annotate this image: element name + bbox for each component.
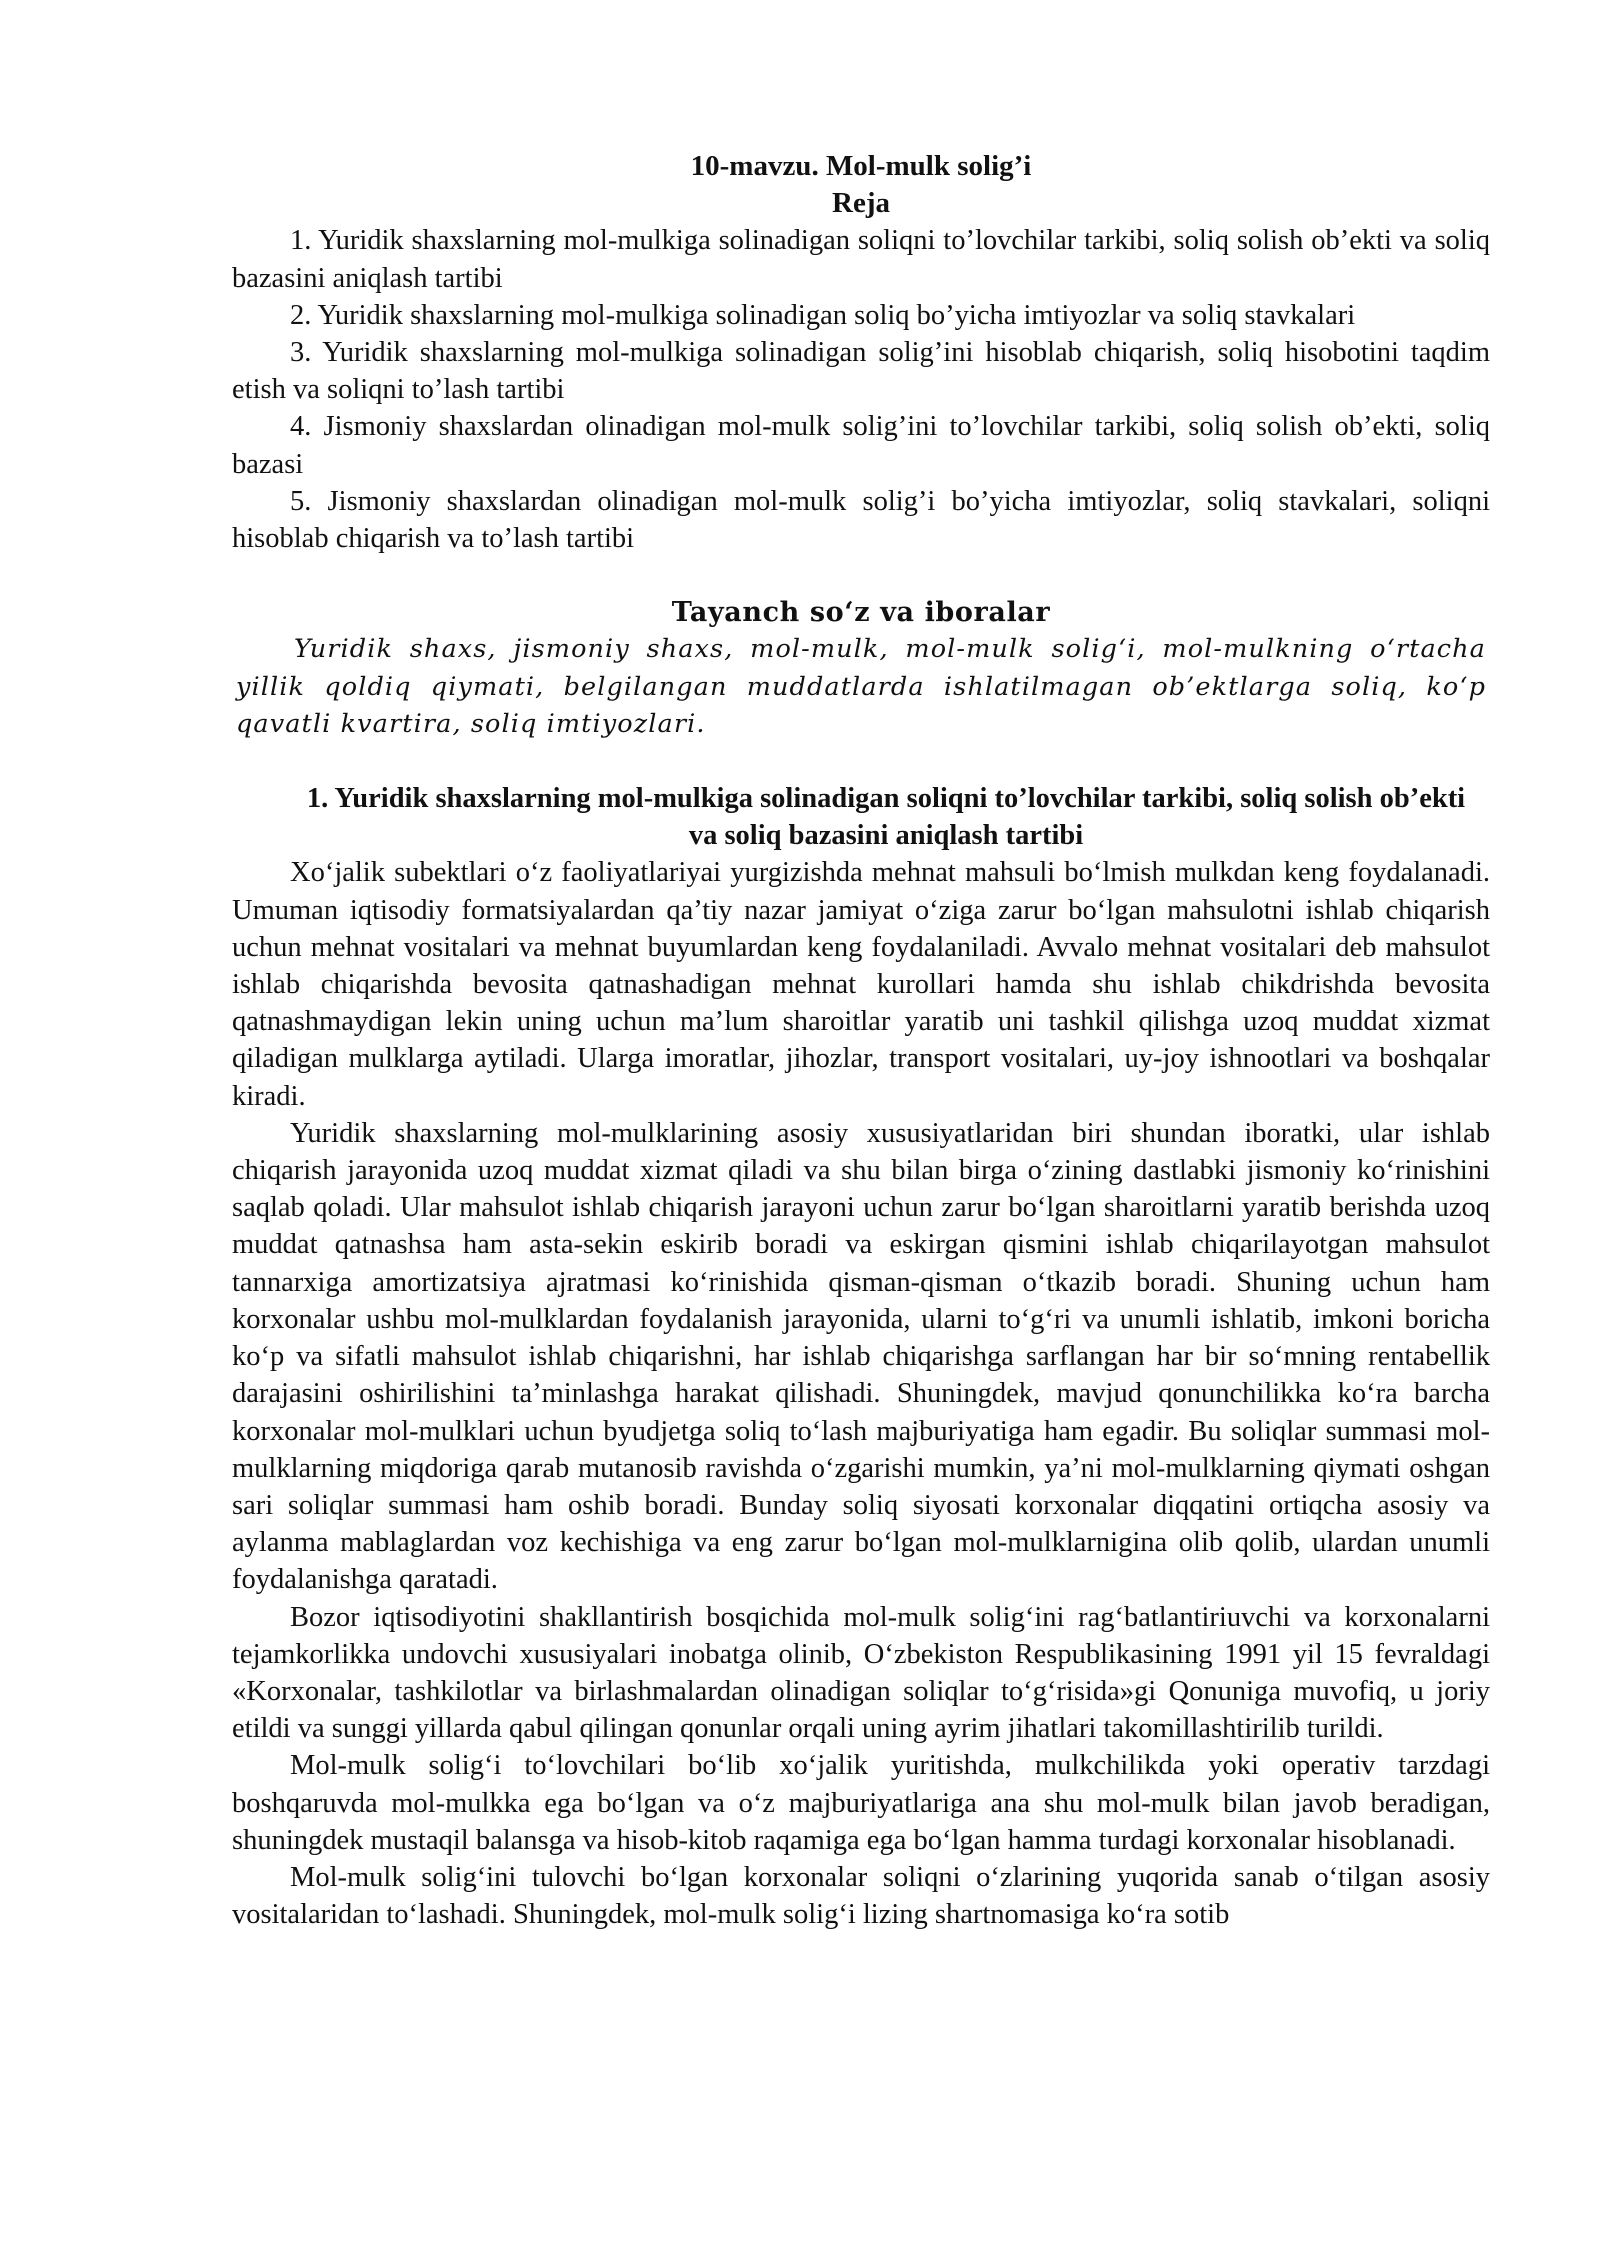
body-paragraph: Xo‘jalik subektlari o‘z faoliyatlariyai yurgizishda mehnat mahsuli bo‘lmish mulkdan keng foydalanadi. Umuman iqtisodiy formatsiyalardan qa’tiy nazar jamiyat o‘ziga zarur bo‘lgan mahsulotni ishlab chiqarish uchun mehnat vositalari va mehnat buyumlardan keng foydalaniladi. Avvalo mehnat vositalari deb mahsulot ishlab chiqarishda bevosita qatnashadigan mehnat kurollari hamda shu ishlab chikdrishda bevosita qatnashmaydigan lekin uning uchun ma’lum sharoitlar yaratib uni tashkil qilishga uzoq muddat xizmat qiladigan mulklarga aytiladi. Ularga imoratlar, jihozlar, transport vositalari, uy-joy ishnootlari va boshqalar kiradi.: [232, 857, 1490, 1112]
spacer: [232, 743, 1490, 780]
body-paragraph: Bozor iqtisodiyotini shakllantirish bosqichida mol-mulk solig‘ini rag‘batlantiriuvchi va korxonalarni tejamkorlikka undovchi xususiyalari inobatga olinib, O‘zbekiston Respublikasining 1991 yil 15 fevraldagi «Korxonalar, tashkilotlar va birlashmalardan olinadigan soliqlar to‘g‘risida»gi Qonuniga muvofiq, u joriy etildi va sunggi yillarda qabul qilingan qonunlar orqali uning ayrim jihatlari takomillashtirilib turildi.: [232, 1601, 1490, 1745]
plan-heading: Reja: [832, 187, 890, 220]
plan-item: 1. Yuridik shaxslarning mol-mulkiga solinadigan soliqni to’lovchilar tarkibi, soliq solish ob’ekti va soliq bazasini aniqlash tartibi: [232, 225, 1490, 294]
document-content: [232, 148, 1490, 1933]
spacer: [232, 557, 1490, 594]
plan-item: 2. Yuridik shaxslarning mol-mulkiga solinadigan soliq bo’yicha imtiyozlar va soliq stavkalari: [290, 299, 1356, 331]
keywords-text: Yuridik shaxs, jismoniy shaxs, mol-mulk, mol-mulk solig‘i, mol-mulkning o‘rtacha yillik qoldiq qiymati, belgilangan muddatlarda ishlatilmagan ob’ektlarga soliq, ko‘p qavatli kvartira, soliq imtiyozlari.: [236, 634, 1486, 739]
page-title: 10-mavzu. Mol-mulk solig’i: [690, 150, 1032, 182]
plan-list: [232, 222, 1490, 557]
plan-item: 4. Jismoniy shaxslardan olinadigan mol-mulk solig’ini to’lovchilar tarkibi, soliq solish ob’ekti, soliq bazasi: [232, 411, 1490, 480]
plan-item: 3. Yuridik shaxslarning mol-mulkiga solinadigan solig’ini hisoblab chiqarish, soliq hisobotini taqdim etish va soliqni to’lash tartibi: [232, 337, 1490, 406]
section-title: 1. Yuridik shaxslarning mol-mulkiga solinadigan soliqni to’lovchilar tarkibi, soliq solish ob’ekti va soliq bazasini aniqlash tartibi: [306, 783, 1466, 852]
body-paragraph: Yuridik shaxslarning mol-mulklarining asosiy xususiyatlaridan biri shundan iboratki, ular ishlab chiqarish jarayonida uzoq muddat xizmat qiladi va shu bilan birga o‘zining dastlabki jismoniy ko‘rinishini saqlab qoladi. Ular mahsulot ishlab chiqarish jarayoni uchun zarur bo‘lgan sharoitlarni yaratib berishda uzoq muddat qatnashsa ham asta-sekin eskirib boradi va eskirgan qismini ishlab chiqarilayotgan mahsulot tannarxiga amortizatsiya ajratmasi ko‘rinishida qisman-qisman o‘tkazib boradi. Shuning uchun ham korxonalar ushbu mol-mulklardan foydalanish jarayonida, ularni to‘g‘ri va unumli ishlatib, imkoni boricha ko‘p va sifatli mahsulot ishlab chiqarishni, har ishlab chiqarishga sarflangan har bir so‘mning rentabellik darajasini oshirilishini ta’minlashga harakat qilishadi. Shuningdek, mavjud qonunchilikka ko‘ra barcha korxonalar mol-mulklari uchun byudjetga soliq to‘lash majburiyatiga ham egadir. Bu soliqlar summasi mol-mulklarning miqdoriga qarab mutanosib ravishda o‘zgarishi mumkin, ya’ni mol-mulklarning qiymati oshgan sari soliqlar summasi ham oshib boradi. Bunday soliq siyosati korxonalar diqqatini ortiqcha asosiy va aylanma mablaglardan voz kechishiga va eng zarur bo‘lgan mol-mulklarnigina olib qolib, ulardan unumli foydalanishga qaratadi.: [232, 1117, 1490, 1596]
keywords-heading: Tayanch so‘z va iboralar: [671, 597, 1051, 629]
body-paragraph: Mol-mulk solig‘i to‘lovchilari bo‘lib xo‘jalik yuritishda, mulkchilikda yoki operativ tarzdagi boshqaruvda mol-mulkka ega bo‘lgan va o‘z majburiyatlariga ana shu mol-mulk bilan javob beradigan, shuningdek mustaqil balansga va hisob-kitob raqamiga ega bo‘lgan hamma turdagi korxonalar hisoblanadi.: [232, 1750, 1490, 1856]
body-paragraph: Mol-mulk solig‘ini tulovchi bo‘lgan korxonalar soliqni o‘zlarining yuqorida sanab o‘tilgan asosiy vositalaridan to‘lashadi. Shuningdek, mol-mulk solig‘i lizing shartnomasiga ko‘ra sotib: [232, 1861, 1490, 1931]
plan-item: 5. Jismoniy shaxslardan olinadigan mol-mulk solig’i bo’yicha imtiyozlar, soliq stavkalari, soliqni hisoblab chiqarish va to’lash tartibi: [232, 485, 1490, 555]
